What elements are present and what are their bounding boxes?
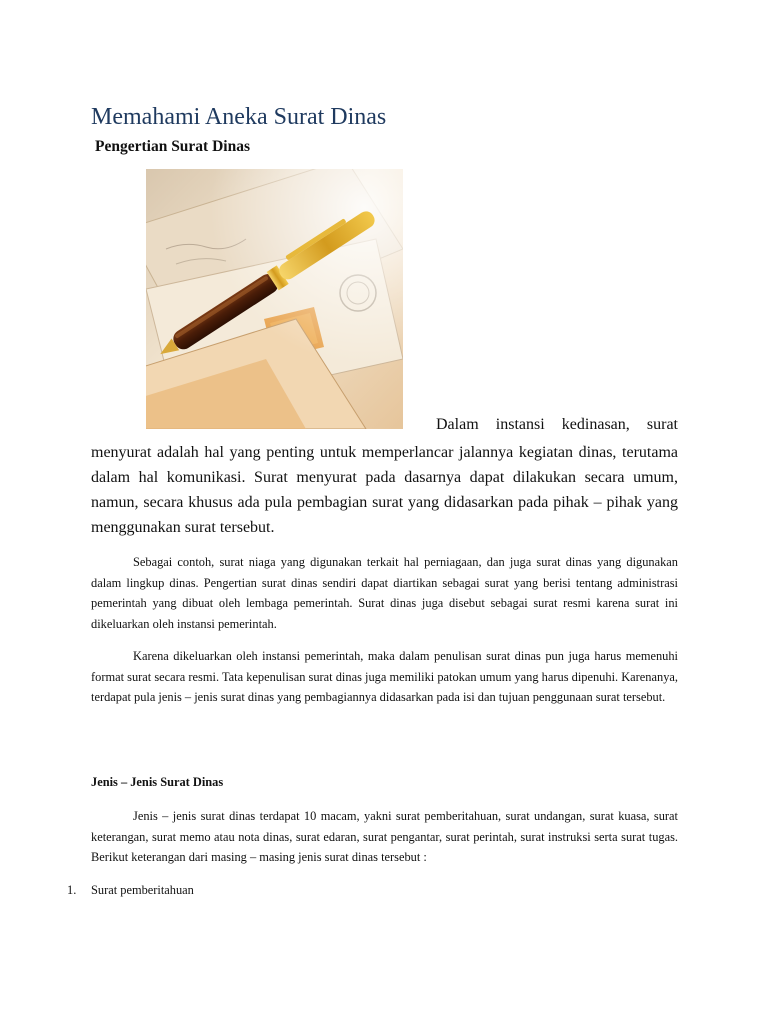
section-subtitle: Pengertian Surat Dinas xyxy=(95,138,250,155)
intro-paragraph: menyurat adalah hal yang penting untuk memperlancar jalannya kegiatan dinas, terutama dalam hal komunikasi. Surat menyurat pada dasarnya dapat dilakukan secara umum, namun, secara khusus ada pula pembagian surat yang didasarkan pada pihak – pihak yang menggunakan surat tersebut. xyxy=(91,444,678,536)
document-title: Memahami Aneka Surat Dinas xyxy=(91,104,387,130)
section-heading: Jenis – Jenis Surat Dinas xyxy=(91,775,224,789)
list-item-text: Surat pemberitahuan xyxy=(91,883,194,897)
list-item xyxy=(67,882,194,898)
list-item-number: 1. xyxy=(67,883,77,897)
pen-on-envelopes-photo xyxy=(146,169,403,429)
section-paragraph: Jenis – jenis surat dinas terdapat 10 macam, yakni surat pemberitahuan, surat undangan, surat kuasa, surat keterangan, surat memo atau nota dinas, surat edaran, surat pengantar, surat perintah, surat instruksi serta surat tugas. Berikut keterangan dari masing – masing jenis surat dinas tersebut : xyxy=(91,809,678,864)
intro-first-line: Dalam instansi kedinasan, surat xyxy=(436,416,678,433)
body-paragraph-2: Karena dikeluarkan oleh instansi pemerintah, maka dalam penulisan surat dinas pun juga harus memenuhi format surat secara resmi. Tata kepenulisan surat dinas juga memiliki patokan umum yang harus dipenuhi. Karenanya, terdapat pula jenis – jenis surat dinas yang pembagiannya didasarkan pada isi dan tujuan penggunaan surat tersebut. xyxy=(91,649,678,704)
body-paragraph-1: Sebagai contoh, surat niaga yang digunakan terkait hal perniagaan, dan juga surat dinas yang digunakan dalam lingkup dinas. Pengertian surat dinas sendiri dapat diartikan sebagai surat yang berisi tentang administrasi pemerintah yang dibuat oleh lembaga pemerintah. Surat dinas juga disebut sebagai surat resmi karena surat ini dikeluarkan oleh instansi pemerintah. xyxy=(91,555,678,631)
